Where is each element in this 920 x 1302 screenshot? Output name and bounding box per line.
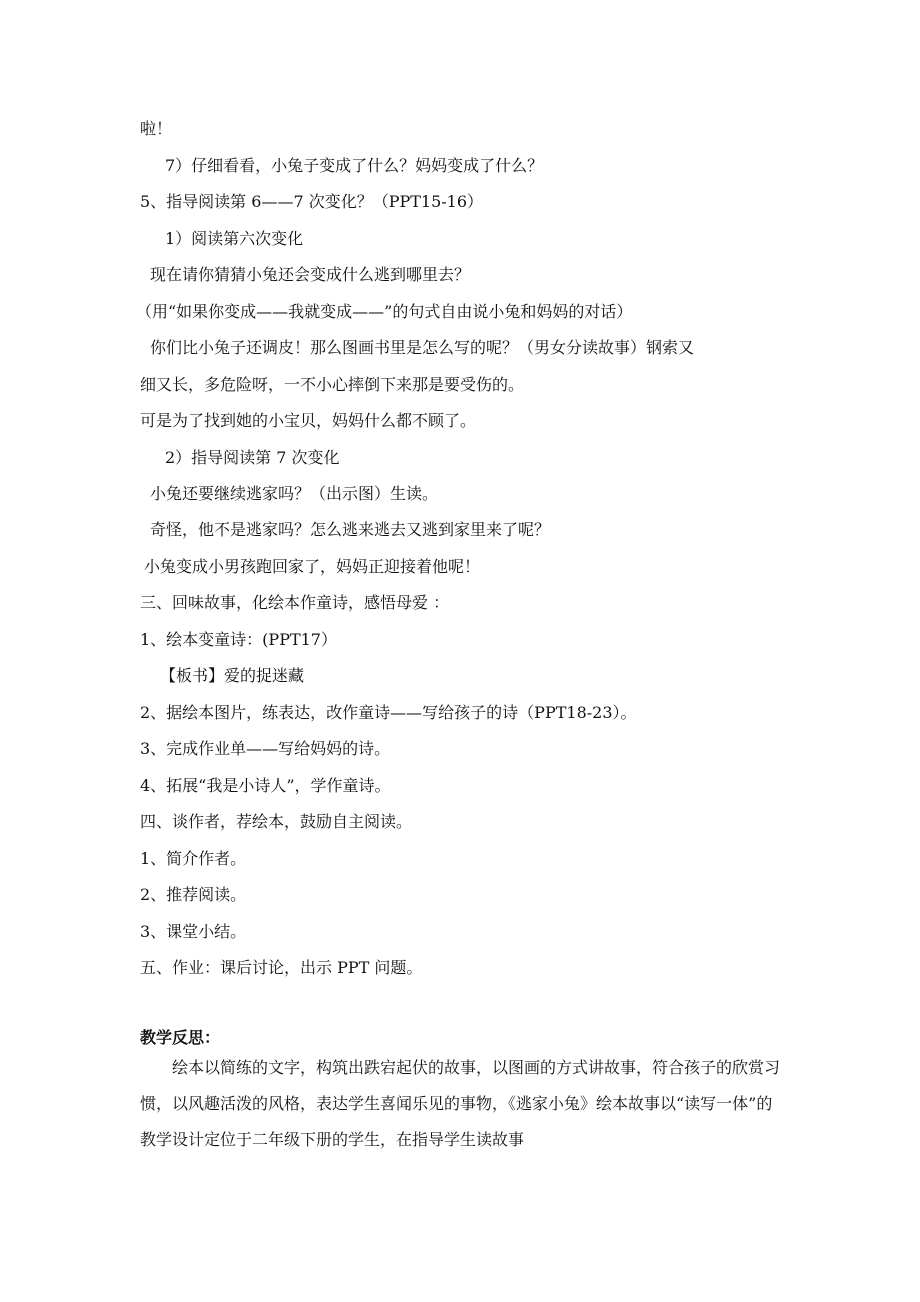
text-line: 2、据绘本图片，练表达，改作童诗——写给孩子的诗（PPT18-23）。 xyxy=(140,703,637,722)
text-line: 1、简介作者。 xyxy=(140,849,247,868)
text-line: 1）阅读第六次变化 xyxy=(165,229,304,248)
text-line: 小兔还要继续逃家吗？（出示图）生读。 xyxy=(150,484,439,503)
text-line: 啦！ xyxy=(140,119,173,138)
text-line: 3、课堂小结。 xyxy=(140,922,247,941)
text-line: 3、完成作业单——写给妈妈的诗。 xyxy=(140,739,391,758)
text-line: 2）指导阅读第 7 次变化 xyxy=(165,448,340,467)
text-line: 细又长，多危险呀，一不小心摔倒下来那是要受伤的。 xyxy=(140,375,525,394)
board-note: 【板书】爱的捉迷藏 xyxy=(160,666,305,685)
reflection-heading: 教学反思： xyxy=(140,1028,221,1047)
section-heading: 四、谈作者，荐绘本，鼓励自主阅读。 xyxy=(140,812,413,831)
text-line: 2、推荐阅读。 xyxy=(140,885,247,904)
section-heading: 五、作业：课后讨论，出示 PPT 问题。 xyxy=(140,958,423,977)
text-line: （用“如果你变成——我就变成——”的句式自由说小兔和妈妈的对话） xyxy=(136,302,633,321)
text-line: 现在请你猜猜小兔还会变成什么逃到哪里去？ xyxy=(150,265,471,284)
text-line: 可是为了找到她的小宝贝，妈妈什么都不顾了。 xyxy=(140,411,477,430)
section-heading: 三、回味故事，化绘本作童诗，感悟母爱 ： xyxy=(140,593,450,612)
text-line: 5、指导阅读第 6——7 次变化？（PPT15-16） xyxy=(140,192,484,211)
text-line: 7）仔细看看，小兔子变成了什么？妈妈变成了什么？ xyxy=(165,156,544,175)
text-line: 1、绘本变童诗：(PPT17） xyxy=(140,630,337,649)
reflection-paragraph: 绘本以简练的文字，构筑出跌宕起伏的故事，以图画的方式讲故事，符合孩子的欣赏习惯，以风趣活泼的风格，表达学生喜闻乐见的事物，《逃家小兔》绘本故事以“读写一体”的教学设计定位于二年级下册的学生，在指导学生读故事 xyxy=(140,1058,781,1149)
text-line: 4、拓展“我是小诗人”，学作童诗。 xyxy=(140,776,391,795)
text-line: 你们比小兔子还调皮！那么图画书里是怎么写的呢？（男女分读故事）钢索又 xyxy=(150,338,695,357)
text-line: 奇怪，他不是逃家吗？怎么逃来逃去又逃到家里来了呢？ xyxy=(150,520,551,539)
text-line: 小兔变成小男孩跑回家了，妈妈正迎接着他呢！ xyxy=(144,557,481,576)
